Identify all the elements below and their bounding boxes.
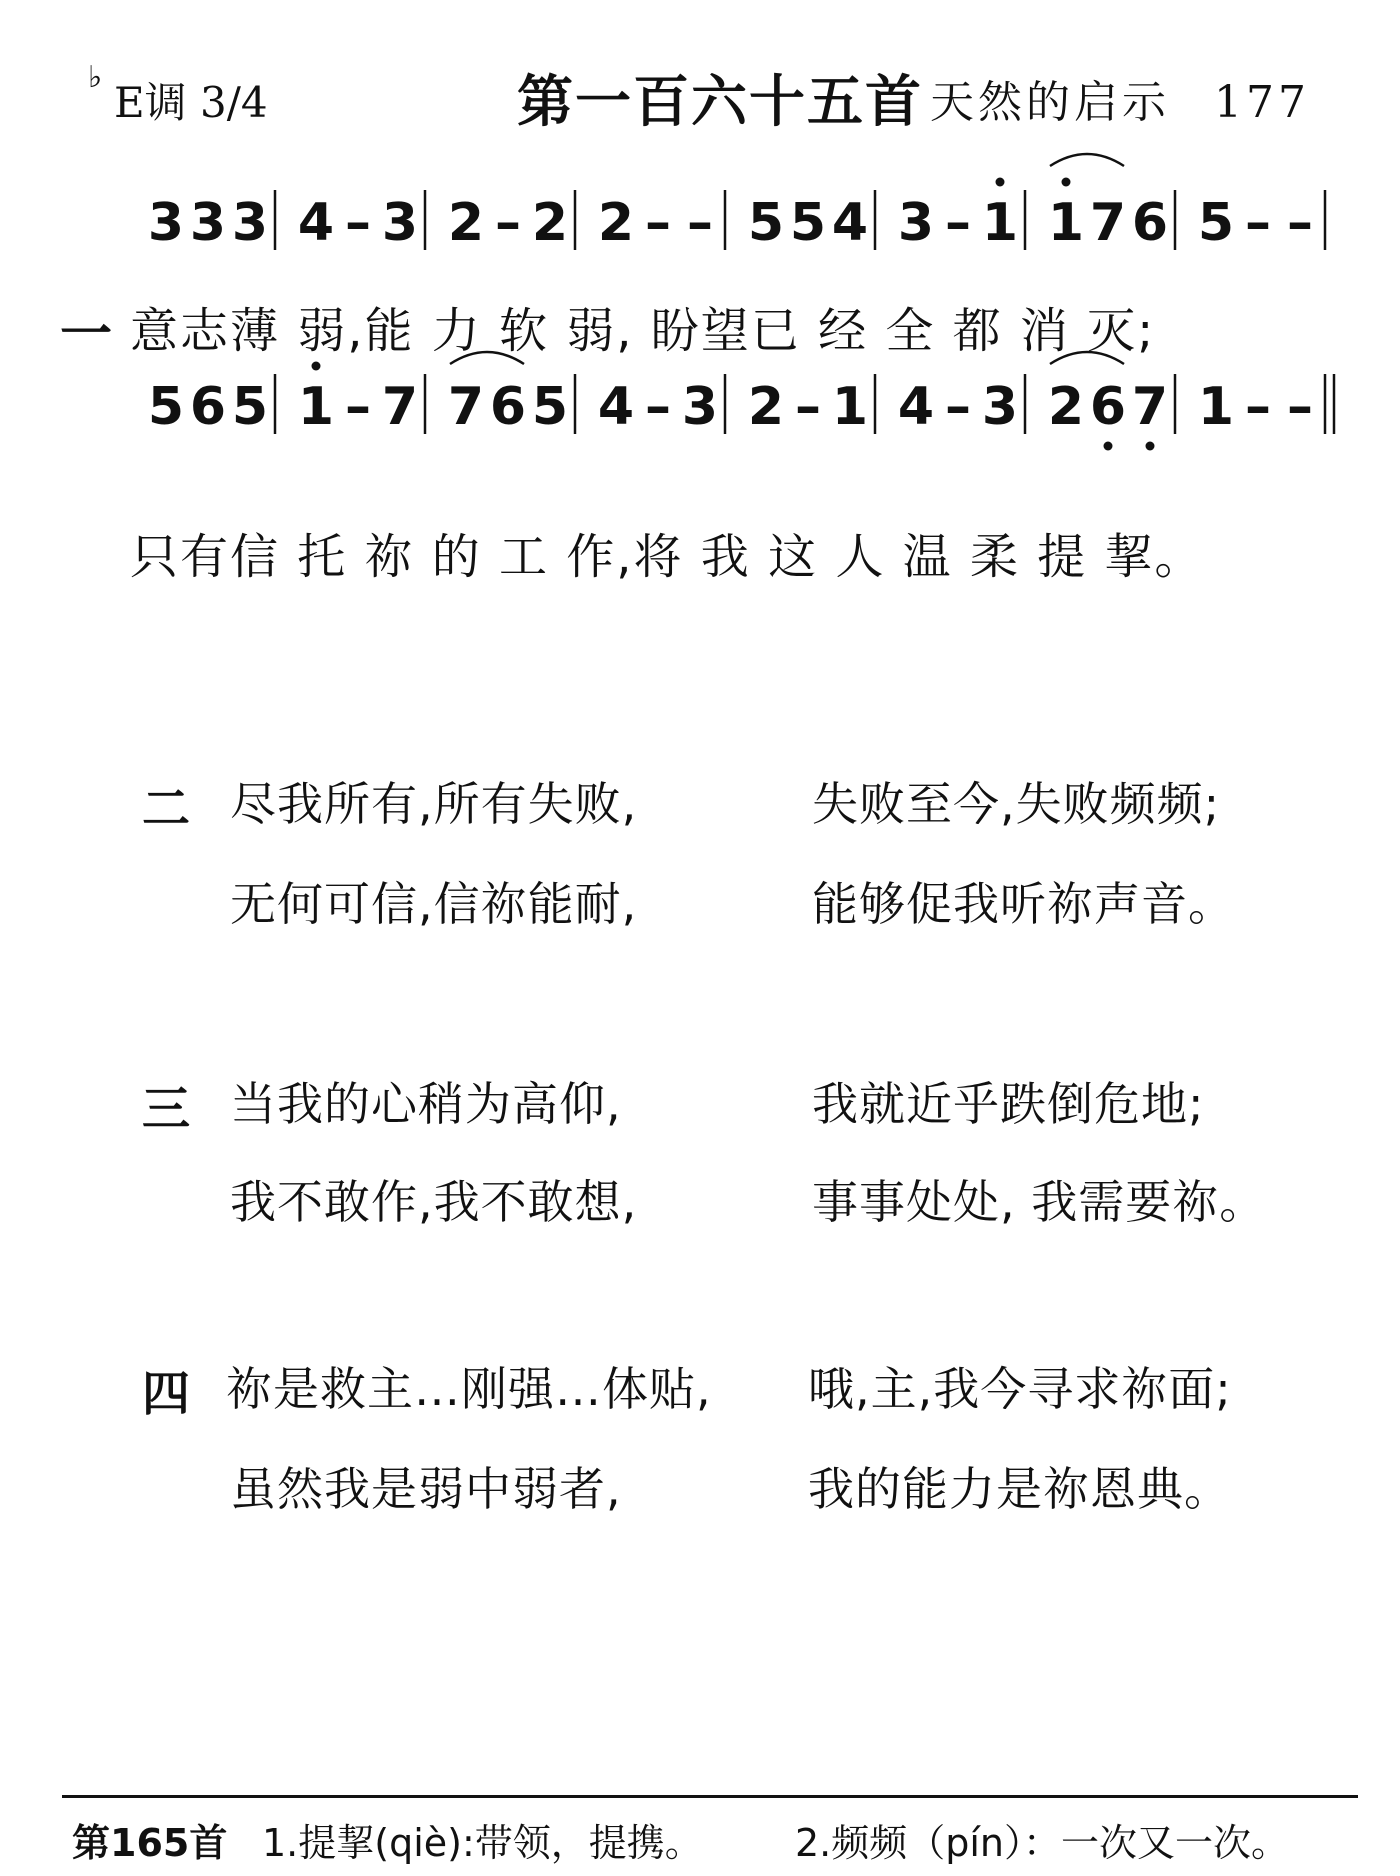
- category-and-page: [930, 66, 1310, 130]
- lyric-line-1: 意志薄 弱,能 力 软 弱, 盼望已 经 全 都 消 灭;: [130, 303, 1156, 359]
- note-2: 2: [531, 193, 569, 253]
- dash-note: –: [645, 193, 671, 253]
- verse-3-line-c: 我不敢作,我不敢想,: [230, 1175, 638, 1229]
- note-3: 3: [981, 377, 1019, 437]
- dash-note: –: [1287, 377, 1313, 437]
- note-6: 6: [1131, 193, 1169, 253]
- note-3: 3: [189, 193, 227, 253]
- category: 天然的启示: [930, 77, 1171, 128]
- verse-3-line-b: 我就近乎跌倒危地;: [812, 1077, 1205, 1131]
- note-7: 7: [381, 377, 419, 437]
- dash-note: –: [495, 193, 521, 253]
- verse-2-line-b: 失败至今,失败频频;: [812, 777, 1221, 831]
- slur: [1050, 154, 1124, 166]
- dash-note: –: [1287, 193, 1313, 253]
- note-1: 1: [831, 377, 869, 437]
- note-7: 7: [1131, 377, 1169, 437]
- verse-4-line-b: 哦,主,我今寻求祢面;: [808, 1362, 1232, 1416]
- notation-row-2: [0, 362, 1400, 472]
- note-4: 4: [897, 377, 935, 437]
- note-1: 1: [1047, 193, 1085, 253]
- note-1: 1: [981, 193, 1019, 253]
- note-3: 3: [147, 193, 185, 253]
- dash-note: –: [345, 377, 371, 437]
- octave-up-dot: [1062, 178, 1071, 187]
- footnote-2: 2.频频（pín）：一次又一次。: [795, 1821, 1290, 1865]
- dash-note: –: [1245, 377, 1271, 437]
- note-1: 1: [1197, 377, 1235, 437]
- note-6: 6: [189, 377, 227, 437]
- verse-4-line-a: 祢是救主…刚强…体贴,: [226, 1362, 712, 1416]
- hymn-title: 第一百六十五首: [517, 70, 923, 135]
- note-3: 3: [381, 193, 419, 253]
- verse-2-line-a: 尽我所有,所有失败,: [230, 777, 638, 831]
- lyric-line-2: 只有信 托 祢 的 工 作,将 我 这 人 温 柔 提 挈。: [130, 529, 1205, 585]
- note-2: 2: [1047, 377, 1085, 437]
- note-5: 5: [231, 377, 269, 437]
- score-row-2: [0, 362, 1400, 442]
- verse-number-1: 一: [60, 305, 113, 365]
- verse-2-line-d: 能够促我听祢声音。: [812, 877, 1235, 931]
- note-1: 1: [297, 377, 335, 437]
- dash-note: –: [345, 193, 371, 253]
- note-3: 3: [231, 193, 269, 253]
- verse-3-line-d: 事事处处, 我需要祢。: [812, 1175, 1267, 1229]
- footer-divider: [62, 1795, 1358, 1798]
- note-2: 2: [597, 193, 635, 253]
- note-5: 5: [747, 193, 785, 253]
- verse-2-line-c: 无何可信,信祢能耐,: [230, 877, 638, 931]
- verse-4-line-c: 虽然我是弱中弱者,: [230, 1462, 622, 1516]
- note-2: 2: [447, 193, 485, 253]
- note-5: 5: [1197, 193, 1235, 253]
- dash-note: –: [645, 377, 671, 437]
- key-and-time: E调 3/4: [114, 78, 268, 127]
- verse-4-line-d: 我的能力是祢恩典。: [808, 1462, 1231, 1516]
- octave-up-dot: [312, 362, 321, 371]
- flat-sign: ♭: [88, 60, 103, 95]
- octave-down-dot: [1104, 442, 1113, 451]
- note-6: 6: [1089, 377, 1127, 437]
- note-3: 3: [897, 193, 935, 253]
- verse-number-3: 三: [142, 1081, 191, 1137]
- dash-note: –: [795, 377, 821, 437]
- note-2: 2: [747, 377, 785, 437]
- dash-note: –: [945, 377, 971, 437]
- page-number: 177: [1214, 77, 1310, 128]
- dash-note: –: [945, 193, 971, 253]
- footnote-1: 1.提挈(qiè):带领，提携。: [262, 1821, 703, 1865]
- note-6: 6: [489, 377, 527, 437]
- note-4: 4: [297, 193, 335, 253]
- note-4: 4: [597, 377, 635, 437]
- dash-note: –: [1245, 193, 1271, 253]
- octave-down-dot: [1146, 442, 1155, 451]
- note-4: 4: [831, 193, 869, 253]
- verse-number-4: 四: [142, 1366, 191, 1422]
- score-row-1: [0, 178, 1400, 258]
- footnote-label: 第165首: [72, 1821, 228, 1865]
- note-5: 5: [147, 377, 185, 437]
- note-7: 7: [447, 377, 485, 437]
- notation-row-1: [0, 178, 1400, 278]
- note-5: 5: [531, 377, 569, 437]
- octave-up-dot: [996, 178, 1005, 187]
- verse-3-line-a: 当我的心稍为高仰,: [230, 1077, 622, 1131]
- note-7: 7: [1089, 193, 1127, 253]
- verse-number-2: 二: [142, 781, 191, 837]
- dash-note: –: [687, 193, 713, 253]
- note-5: 5: [789, 193, 827, 253]
- note-3: 3: [681, 377, 719, 437]
